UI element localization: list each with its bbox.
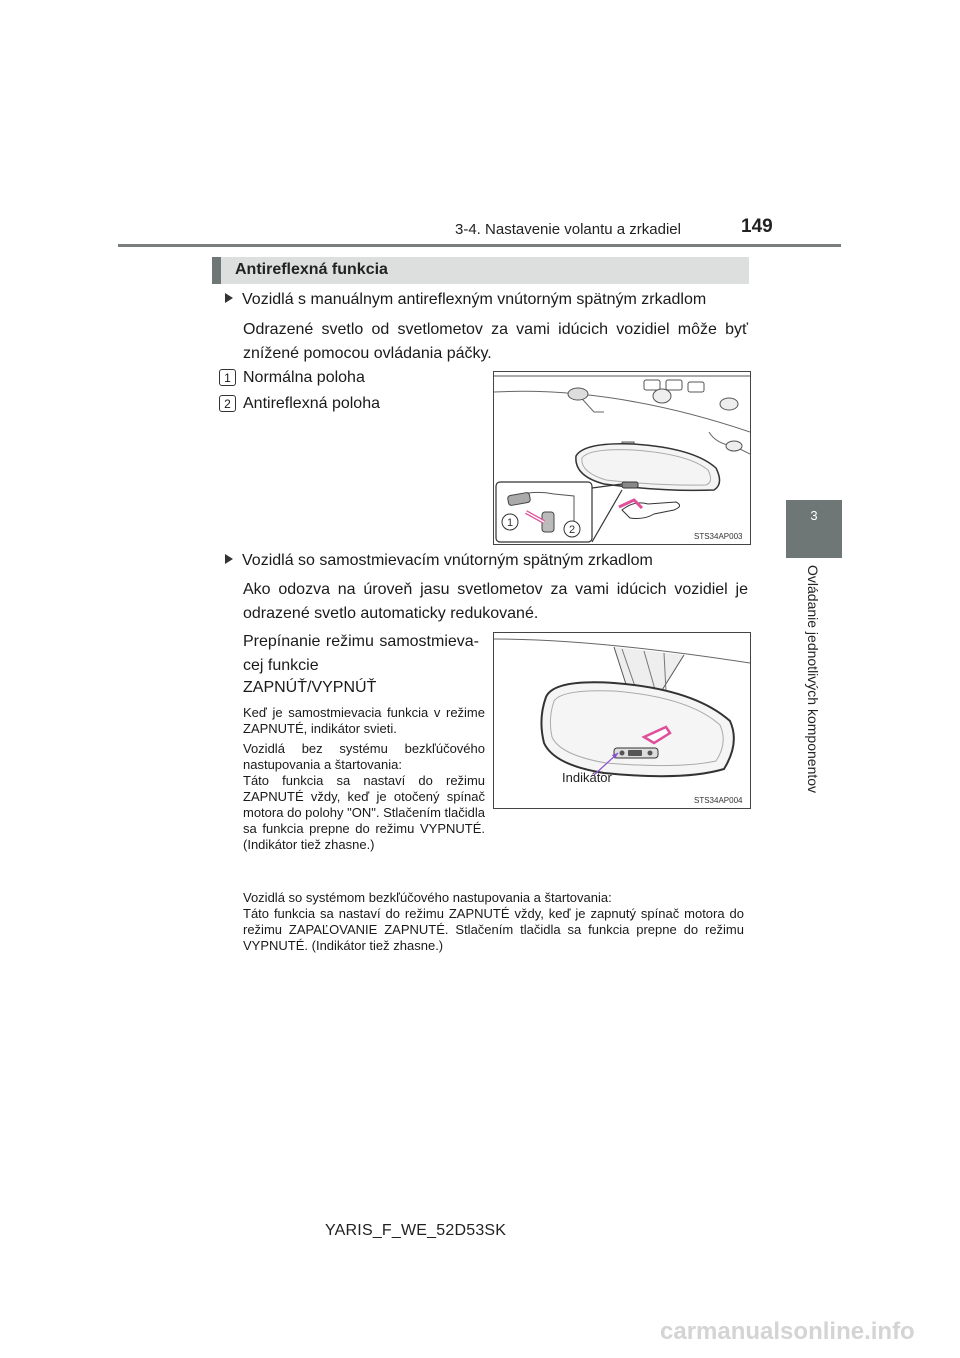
header-section-title: 3-4. Nastavenie volantu a zrkadiel	[455, 221, 681, 238]
section-heading-text: Antireflexná funkcia	[235, 261, 388, 278]
onoff-label: ZAPNÚŤ/VYPNÚŤ	[243, 679, 377, 696]
manual-mirror-description: Odrazené svetlo od svetlometov za vami idúcich vozidiel môže byť znížené pomocou ovládania páčky.	[243, 321, 748, 362]
triangle-bullet-icon	[225, 293, 233, 303]
header-rule	[118, 244, 841, 247]
note-with-smart-key	[243, 890, 744, 958]
figure-auto-mirror	[493, 632, 751, 809]
svg-text:1: 1	[506, 517, 514, 529]
bullet-manual-mirror-text: Vozidlá s manuálnym antireflexným vnútorným spätným zrkadlom	[242, 291, 707, 308]
chapter-title-text: Ovládanie jednotlivých komponentov	[805, 565, 821, 794]
svg-text:2: 2	[568, 524, 576, 536]
bullet-auto-mirror-text: Vozidlá so samostmievacím vnútorným spätným zrkadlom	[242, 552, 653, 569]
page-number: 149	[741, 216, 773, 237]
watermark: carmanualsonline.info	[660, 1318, 915, 1345]
document-code: YARIS_F_WE_52D53SK	[325, 1222, 507, 1239]
note-with-smart-key-title: Vozidlá so systémom bezkľúčového nastupovania a štartovania:	[243, 890, 612, 905]
auto-mirror-description: Ako odozva na úroveň jasu svetlometov za vami idúcich vozidiel je odrazené svetlo automaticky redukované.	[243, 581, 748, 622]
note-indicator: Keď je samostmievacia funkcia v režime ZAPNUTÉ, indikátor svieti.	[243, 705, 485, 736]
note-without-smart-key-title: Vozidlá bez systému bezkľúčového nastupovania a štartovania:	[243, 741, 485, 772]
figure-1-code: STS34AP003	[694, 532, 743, 541]
chapter-title	[805, 565, 825, 805]
triangle-bullet-icon	[225, 554, 233, 564]
chapter-number: 3	[810, 508, 818, 523]
mode-switch-heading	[243, 630, 479, 678]
mode-switch-heading-line2: cej funkcie	[243, 657, 319, 674]
note-without-smart-key-body: Táto funkcia sa nastaví do režimu ZAPNUTÉ vždy, keď je otočený spínač motora do polohy "ON". Stlačením tlačidla sa funkcia prepne do režimu VYPNUTÉ. (Indikátor tiež zhasne.)	[243, 773, 485, 852]
item-1-label: Normálna poloha	[243, 369, 365, 386]
mode-switch-heading-line1: Prepínanie režimu samostmieva-	[243, 633, 479, 650]
figure-2-code: STS34AP004	[694, 796, 743, 805]
figure-manual-mirror	[493, 371, 751, 545]
bullet-auto-mirror	[225, 552, 653, 570]
item-2-label: Antireflexná poloha	[243, 395, 380, 412]
section-heading	[212, 257, 749, 284]
item-1-number: 1	[219, 369, 236, 386]
item-2-number: 2	[219, 395, 236, 412]
auto-mirror-notes	[243, 705, 485, 857]
bullet-manual-mirror	[225, 291, 706, 309]
note-with-smart-key-body: Táto funkcia sa nastaví do režimu ZAPNUTÉ vždy, keď je zapnutý spínač motora do režimu ZAPAĽOVANIE ZAPNUTÉ. Stlačením tlačidla sa funkcia prepne do režimu VYPNUTÉ. (Indikátor tiež zhasne.)	[243, 906, 744, 953]
auto-mirror-illustration	[494, 633, 750, 808]
manual-mirror-illustration	[494, 372, 750, 544]
indicator-label: Indikátor	[562, 770, 612, 785]
